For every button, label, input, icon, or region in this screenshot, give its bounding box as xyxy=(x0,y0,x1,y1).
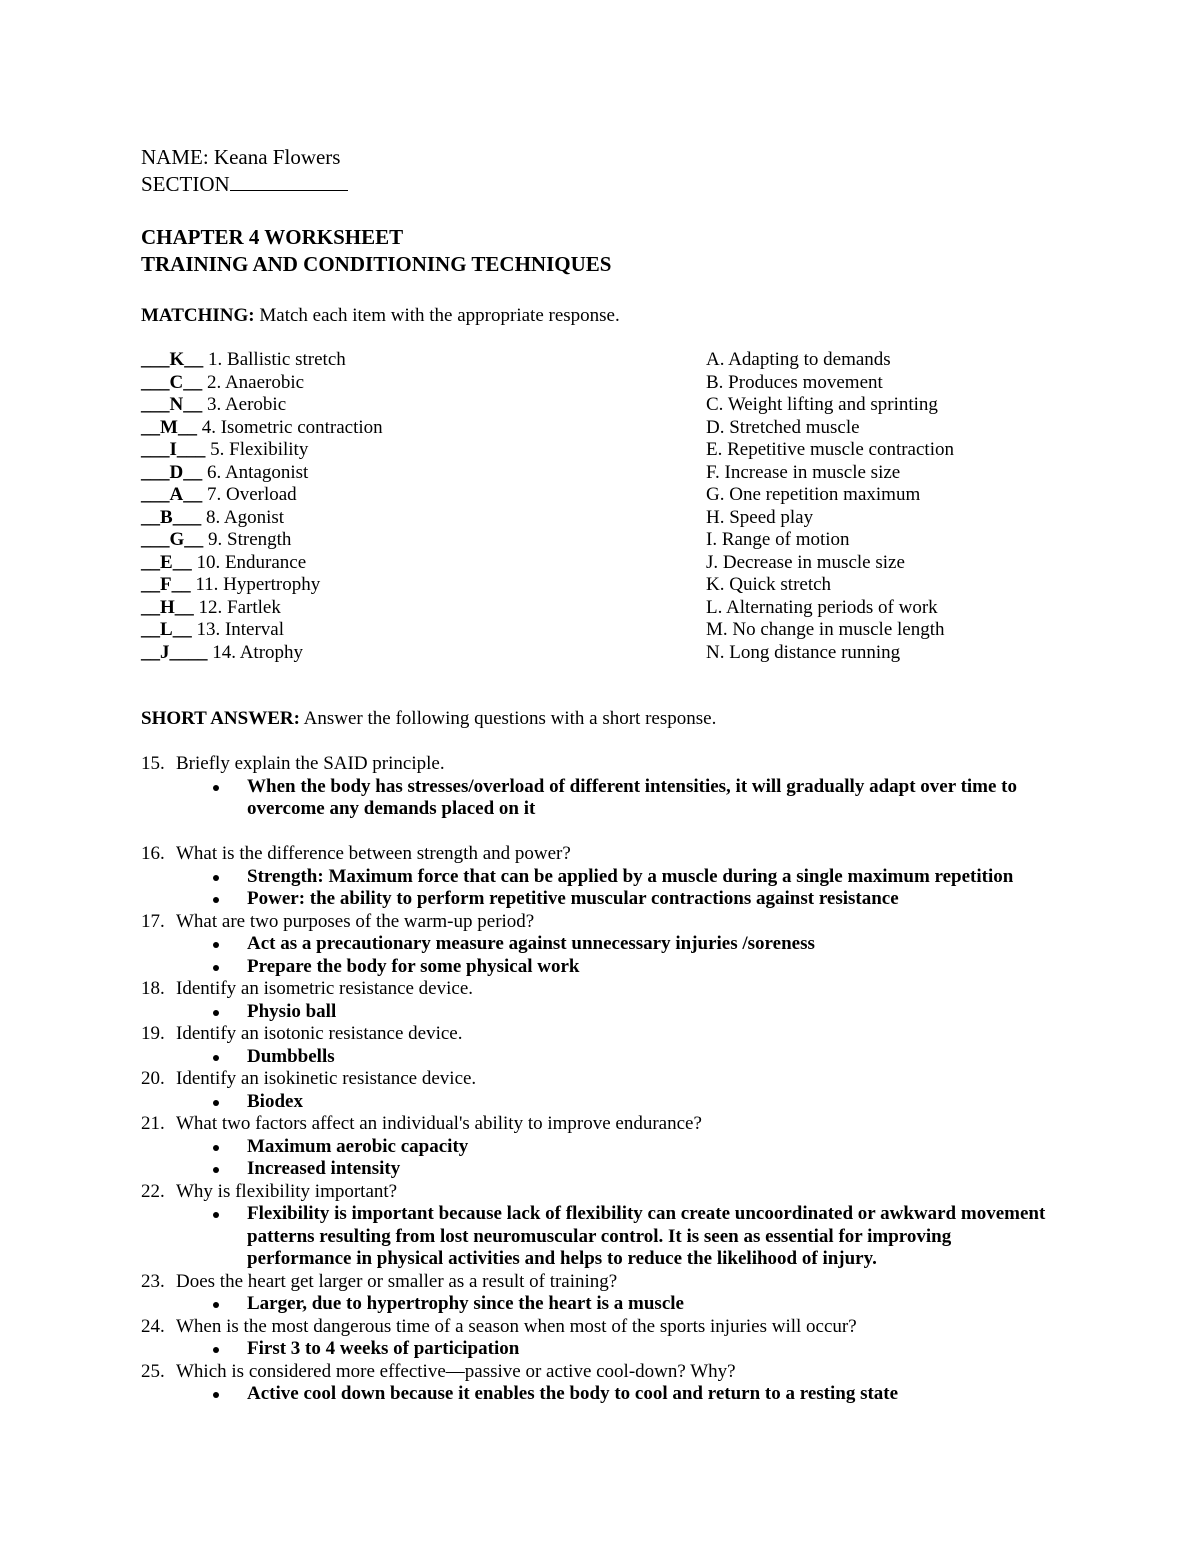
answer-blank-pre: __ xyxy=(141,574,160,595)
question-text: Briefly explain the SAID principle. xyxy=(176,753,445,774)
answer-blank-pre: __ xyxy=(141,641,160,663)
matching-response: H. Speed play xyxy=(706,506,814,528)
item-term: Agonist xyxy=(223,506,285,528)
answer-text: Biodex xyxy=(247,1090,303,1112)
question-text: When is the most dangerous time of a season when most of the sports injuries will occur? xyxy=(176,1315,857,1337)
matching-item xyxy=(141,529,383,552)
answer-text: Prepare the body for some physical work xyxy=(247,955,580,977)
answer-text: Increased intensity xyxy=(247,1158,401,1179)
item-number: 8. xyxy=(205,506,221,528)
question-number: 24. xyxy=(141,1315,165,1337)
item-number: 12. xyxy=(198,596,223,618)
worksheet-title: CHAPTER 4 WORKSHEET xyxy=(141,225,404,249)
short-answer-instructions xyxy=(141,708,716,731)
question-text: What two factors affect an individual's ability to improve endurance? xyxy=(176,1113,702,1134)
item-term: Interval xyxy=(224,619,285,640)
name-value: Keana Flowers xyxy=(213,145,341,169)
question-number: 23. xyxy=(141,1270,165,1292)
answer-blank-pre: __ xyxy=(141,506,160,528)
matching-answer: H xyxy=(160,596,175,618)
matching-answer: F xyxy=(160,574,172,595)
question-text: Why is flexibility important? xyxy=(176,1180,398,1202)
question xyxy=(141,1068,1061,1091)
item-term: Aerobic xyxy=(224,394,287,415)
matching-response: N. Long distance running xyxy=(706,641,901,663)
matching-item xyxy=(141,642,383,665)
bullet-icon xyxy=(213,942,219,948)
answer-text: Strength: Maximum force that can be applied by a muscle during a single maximum repetition xyxy=(247,865,1014,887)
matching-answer: I xyxy=(169,439,177,460)
matching-item xyxy=(141,349,383,372)
item-number: 9. xyxy=(208,529,223,550)
question xyxy=(141,1113,1061,1136)
item-term: Atrophy xyxy=(239,641,304,663)
question-text: Identify an isometric resistance device. xyxy=(176,978,474,999)
answer-bullet xyxy=(141,1091,1057,1114)
question xyxy=(141,978,1061,1001)
question xyxy=(141,1023,1061,1046)
matching-response: M. No change in muscle length xyxy=(706,619,945,640)
item-number: 14. xyxy=(212,641,236,663)
answer-blank-pre: ___ xyxy=(141,461,170,483)
matching-response: C. Weight lifting and sprinting xyxy=(706,394,938,415)
answer-bullet xyxy=(141,888,1057,911)
item-term: Strength xyxy=(227,529,292,550)
matching-answer: B xyxy=(160,506,173,528)
question-text: Identify an isokinetic resistance device. xyxy=(176,1068,477,1089)
item-term: Isometric contraction xyxy=(220,416,383,438)
bullet-icon xyxy=(213,1167,219,1173)
matching-item xyxy=(141,417,383,440)
answer-text: Power: the ability to perform repetitive muscular contractions against resistance xyxy=(247,888,899,909)
answer-blank-pre: __ xyxy=(141,416,160,438)
answer-blank-post: __ xyxy=(184,529,204,550)
item-number: 1. xyxy=(208,349,223,370)
answer-blank-post: __ xyxy=(174,596,194,618)
item-term: Hypertrophy xyxy=(223,574,321,595)
answer-bullet xyxy=(141,1383,1057,1406)
short-answer-label: SHORT ANSWER: xyxy=(141,708,300,729)
answer-text: Active cool down because it enables the body to cool and return to a resting state xyxy=(247,1383,899,1404)
question-number: 21. xyxy=(141,1113,165,1134)
spacer xyxy=(141,821,1061,844)
answer-blank-post: __ xyxy=(172,551,192,573)
answer-bullet xyxy=(141,1293,1057,1316)
answer-text: First 3 to 4 weeks of participation xyxy=(247,1338,520,1359)
matching-answer: K xyxy=(169,349,185,370)
question-number: 25. xyxy=(141,1360,165,1382)
question xyxy=(141,843,1061,866)
item-number: 6. xyxy=(206,461,222,483)
matching-item xyxy=(141,619,383,642)
matching-response: F. Increase in muscle size xyxy=(706,461,901,483)
answer-text: Physio ball xyxy=(247,1000,337,1022)
answer-blank-post: ____ xyxy=(169,641,208,663)
question-number: 22. xyxy=(141,1180,165,1202)
item-number: 5. xyxy=(210,439,225,460)
answer-blank-post: __ xyxy=(183,461,203,483)
answer-bullet xyxy=(141,1203,1057,1271)
answer-blank-pre: ___ xyxy=(141,349,170,370)
matching-response: I. Range of motion xyxy=(706,529,850,550)
question-number: 18. xyxy=(141,978,165,999)
matching-item xyxy=(141,552,383,575)
answer-blank-pre: __ xyxy=(141,619,160,640)
answer-text: Maximum aerobic capacity xyxy=(247,1135,469,1157)
answer-blank-post: __ xyxy=(183,371,203,393)
answer-text: Act as a precautionary measure against unnecessary injuries /soreness xyxy=(247,933,815,954)
question-number: 20. xyxy=(141,1068,165,1089)
item-number: 10. xyxy=(196,551,221,573)
answer-text: Larger, due to hypertrophy since the heart is a muscle xyxy=(247,1293,684,1314)
question-text: What is the difference between strength and power? xyxy=(176,843,571,864)
matching-instruction-text: Match each item with the appropriate response. xyxy=(259,305,620,326)
bullet-icon xyxy=(213,1145,219,1151)
question-text: Identify an isotonic resistance device. xyxy=(176,1023,463,1044)
answer-blank-pre: __ xyxy=(141,551,160,573)
matching-response: G. One repetition maximum xyxy=(706,484,921,505)
worksheet-subtitle: TRAINING AND CONDITIONING TECHNIQUES xyxy=(141,252,612,276)
question xyxy=(141,1271,1061,1294)
question xyxy=(141,753,1061,776)
bullet-icon xyxy=(213,785,219,791)
matching-answer: J xyxy=(160,641,170,663)
question xyxy=(141,1181,1061,1204)
item-term: Flexibility xyxy=(229,439,309,460)
answer-blank-post: __ xyxy=(172,619,192,640)
bullet-icon xyxy=(213,1347,219,1353)
section-line xyxy=(141,171,348,198)
answer-text: When the body has stresses/overload of different intensities, it will gradually adapt over time to overcome any demands placed on it xyxy=(247,775,1018,819)
matching-item xyxy=(141,462,383,485)
answer-blank-post: __ xyxy=(171,574,191,595)
answer-bullet xyxy=(141,1338,1057,1361)
matching-answer: N xyxy=(169,394,184,415)
item-number: 3. xyxy=(206,394,222,415)
answer-bullet xyxy=(141,1001,1057,1024)
section-label: SECTION xyxy=(141,172,230,196)
name-label: NAME: xyxy=(141,145,209,169)
answer-blank-pre: ___ xyxy=(141,439,170,460)
question xyxy=(141,911,1061,934)
answer-blank-post: ___ xyxy=(176,439,206,460)
bullet-icon xyxy=(213,1392,219,1398)
question-text: What are two purposes of the warm-up period? xyxy=(176,910,535,932)
item-number: 2. xyxy=(206,371,222,393)
question xyxy=(141,1316,1061,1339)
item-number: 7. xyxy=(206,484,222,505)
answer-bullet xyxy=(141,933,1057,956)
matching-answer: C xyxy=(169,371,184,393)
bullet-icon xyxy=(213,1100,219,1106)
section-blank xyxy=(230,172,348,191)
matching-answer: G xyxy=(169,529,185,550)
answer-blank-pre: __ xyxy=(141,596,160,618)
answer-blank-post: ___ xyxy=(172,506,202,528)
matching-instructions xyxy=(141,305,620,328)
answer-blank-post: __ xyxy=(184,349,204,370)
question-number: 17. xyxy=(141,910,165,932)
matching-item xyxy=(141,372,383,395)
answer-bullet xyxy=(141,776,1057,821)
matching-response: J. Decrease in muscle size xyxy=(706,551,905,573)
answer-blank-pre: ___ xyxy=(141,529,170,550)
bullet-icon xyxy=(213,875,219,881)
matching-item xyxy=(141,597,383,620)
item-term: Endurance xyxy=(224,551,307,573)
matching-answer: E xyxy=(160,551,173,573)
matching-response: E. Repetitive muscle contraction xyxy=(706,439,954,460)
item-number: 13. xyxy=(196,619,221,640)
bullet-icon xyxy=(213,1010,219,1016)
question-text: Does the heart get larger or smaller as a result of training? xyxy=(176,1270,618,1292)
item-number: 11. xyxy=(195,574,219,595)
matching-response: B. Produces movement xyxy=(706,371,883,393)
matching-answer: L xyxy=(160,619,173,640)
bullet-icon xyxy=(213,1302,219,1308)
answer-text: Flexibility is important because lack of flexibility can create uncoordinated or awkward movement patterns resulting from lost neuromuscular control. It is seen as essential for improving performance in physical activities and helps to reduce the likelihood of injury. xyxy=(247,1203,1046,1269)
question-number: 19. xyxy=(141,1023,165,1044)
answer-blank-pre: ___ xyxy=(141,394,170,415)
question-text: Which is considered more effective—passive or active cool-down? Why? xyxy=(176,1360,736,1382)
item-term: Overload xyxy=(225,484,297,505)
question-number: 16. xyxy=(141,843,165,864)
matching-responses-list xyxy=(706,349,954,664)
matching-response: K. Quick stretch xyxy=(706,574,832,595)
item-number: 4. xyxy=(201,416,216,438)
item-term: Anaerobic xyxy=(224,371,305,393)
matching-answer: D xyxy=(169,461,184,483)
answer-text: Dumbbells xyxy=(247,1045,335,1067)
answer-blank-pre: ___ xyxy=(141,371,170,393)
matching-item xyxy=(141,574,383,597)
answer-bullet xyxy=(141,956,1057,979)
matching-answer: M xyxy=(160,416,178,438)
name-line xyxy=(141,144,340,171)
short-answer-instruction-text: Answer the following questions with a short response. xyxy=(303,708,717,729)
short-answer-questions xyxy=(141,753,1061,1406)
answer-blank-post: __ xyxy=(183,394,203,415)
matching-answer: A xyxy=(169,484,184,505)
answer-blank-post: __ xyxy=(177,416,197,438)
item-term: Ballistic stretch xyxy=(227,349,346,370)
question xyxy=(141,1361,1061,1384)
matching-response: L. Alternating periods of work xyxy=(706,596,938,618)
answer-bullet xyxy=(141,1158,1057,1181)
matching-item xyxy=(141,484,383,507)
matching-items-list xyxy=(141,349,383,664)
answer-blank-post: __ xyxy=(183,484,203,505)
question-number: 15. xyxy=(141,753,165,774)
answer-blank-pre: ___ xyxy=(141,484,170,505)
matching-item xyxy=(141,507,383,530)
item-term: Fartlek xyxy=(227,596,281,618)
bullet-icon xyxy=(213,965,219,971)
matching-item xyxy=(141,394,383,417)
bullet-icon xyxy=(213,1055,219,1061)
bullet-icon xyxy=(213,1212,219,1218)
matching-item xyxy=(141,439,383,462)
bullet-icon xyxy=(213,897,219,903)
answer-bullet xyxy=(141,866,1057,889)
item-term: Antagonist xyxy=(224,461,309,483)
matching-label: MATCHING: xyxy=(141,305,255,326)
matching-response: D. Stretched muscle xyxy=(706,416,860,438)
answer-bullet xyxy=(141,1046,1057,1069)
matching-response: A. Adapting to demands xyxy=(706,349,891,370)
answer-bullet xyxy=(141,1136,1057,1159)
